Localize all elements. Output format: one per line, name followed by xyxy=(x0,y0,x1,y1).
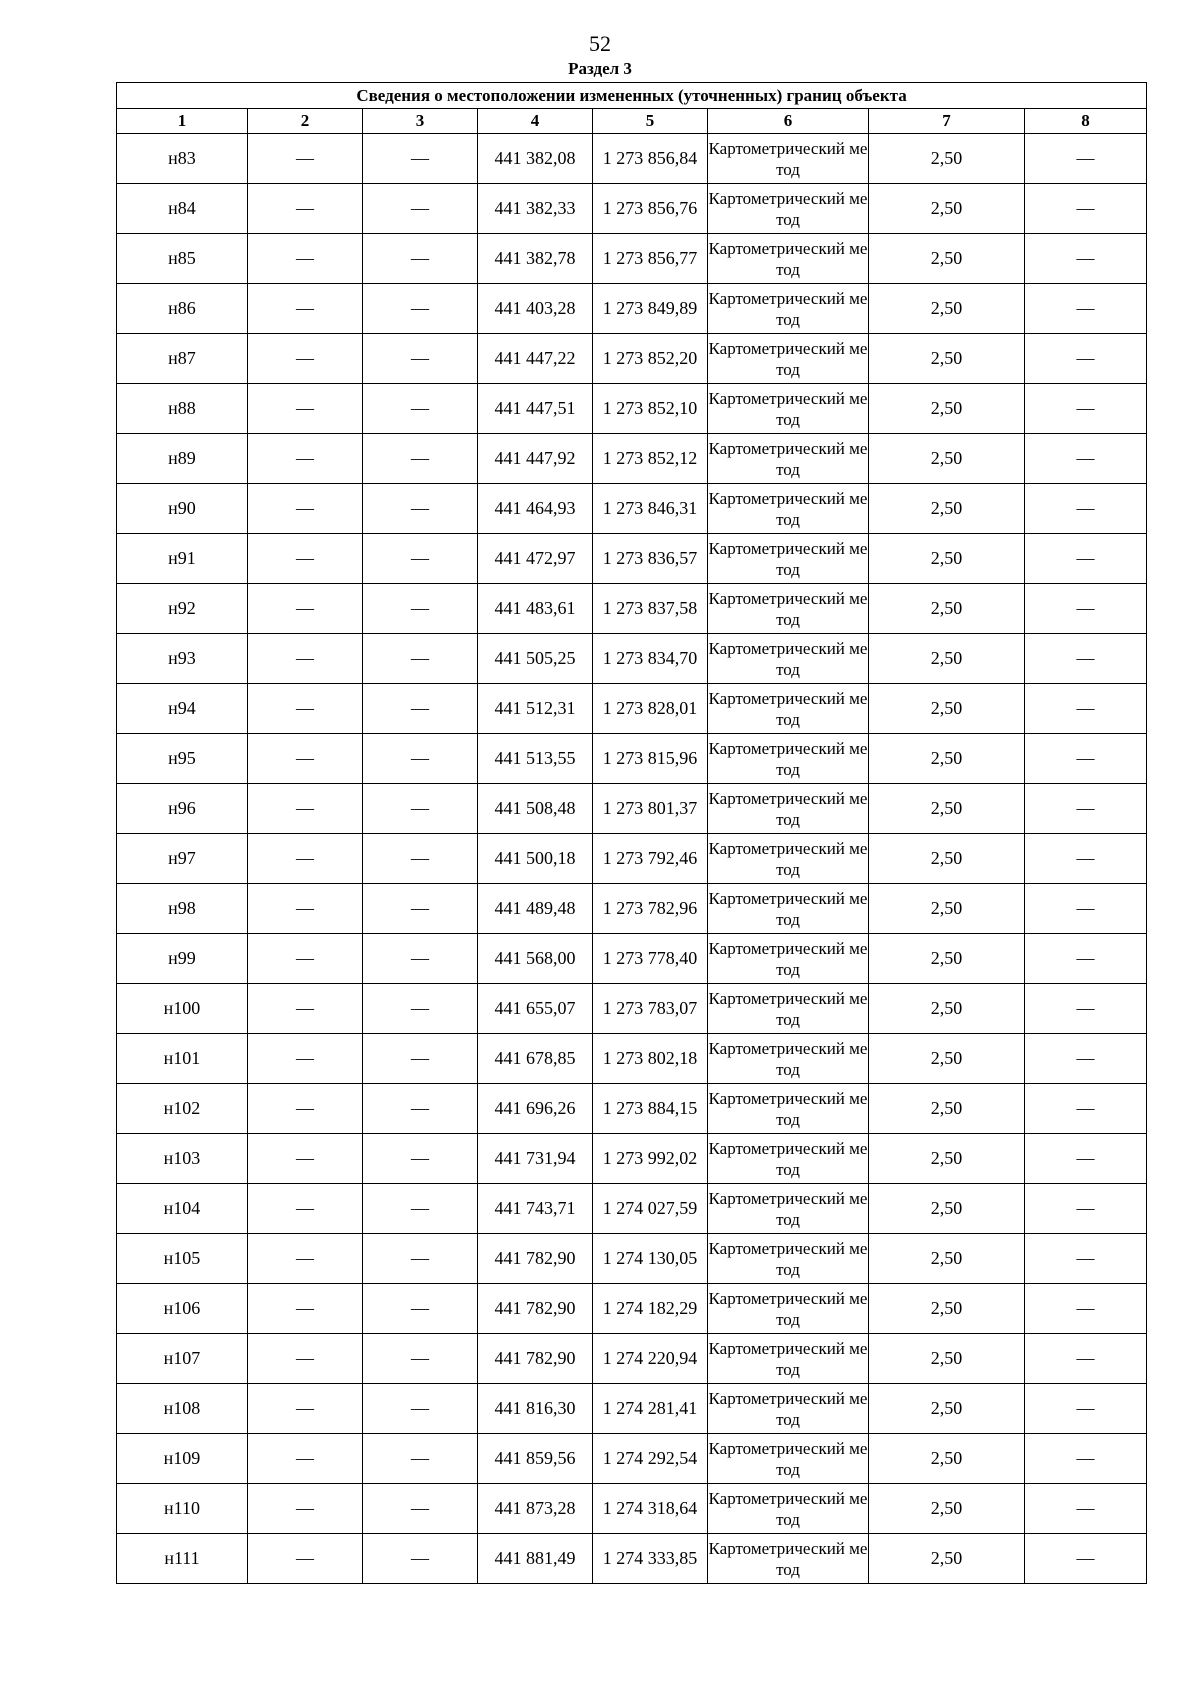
method-cell: Картометрический метод xyxy=(708,234,869,284)
table-row xyxy=(117,1034,1147,1084)
table-row xyxy=(117,984,1147,1034)
method-cell: Картометрический метод xyxy=(708,1184,869,1234)
x-coordinate-cell: 441 873,28 xyxy=(478,1484,593,1534)
empty-value-cell: — xyxy=(363,334,478,384)
y-coordinate-cell: 1 273 783,07 xyxy=(593,984,708,1034)
empty-value-cell: — xyxy=(248,934,363,984)
x-coordinate-cell: 441 382,08 xyxy=(478,134,593,184)
x-coordinate-cell: 441 655,07 xyxy=(478,984,593,1034)
method-cell: Картометрический метод xyxy=(708,284,869,334)
empty-value-cell: — xyxy=(248,1284,363,1334)
x-coordinate-cell: 441 489,48 xyxy=(478,884,593,934)
accuracy-cell: 2,50 xyxy=(869,434,1025,484)
y-coordinate-cell: 1 274 182,29 xyxy=(593,1284,708,1334)
table-row xyxy=(117,584,1147,634)
empty-value-cell: — xyxy=(363,1034,478,1084)
accuracy-cell: 2,50 xyxy=(869,684,1025,734)
accuracy-cell: 2,50 xyxy=(869,1134,1025,1184)
x-coordinate-cell: 441 464,93 xyxy=(478,484,593,534)
y-coordinate-cell: 1 273 992,02 xyxy=(593,1134,708,1184)
table-row xyxy=(117,734,1147,784)
table-row xyxy=(117,234,1147,284)
accuracy-cell: 2,50 xyxy=(869,484,1025,534)
accuracy-cell: 2,50 xyxy=(869,1384,1025,1434)
table-row xyxy=(117,1184,1147,1234)
empty-value-cell: — xyxy=(363,534,478,584)
empty-value-cell: — xyxy=(1025,234,1147,284)
accuracy-cell: 2,50 xyxy=(869,284,1025,334)
method-cell: Картометрический метод xyxy=(708,1534,869,1584)
point-number-cell: н97 xyxy=(117,834,248,884)
empty-value-cell: — xyxy=(248,234,363,284)
y-coordinate-cell: 1 274 130,05 xyxy=(593,1234,708,1284)
y-coordinate-cell: 1 273 849,89 xyxy=(593,284,708,334)
point-number-cell: н109 xyxy=(117,1434,248,1484)
y-coordinate-cell: 1 274 318,64 xyxy=(593,1484,708,1534)
empty-value-cell: — xyxy=(363,1234,478,1284)
x-coordinate-cell: 441 696,26 xyxy=(478,1084,593,1134)
empty-value-cell: — xyxy=(363,834,478,884)
empty-value-cell: — xyxy=(1025,184,1147,234)
section-title: Раздел 3 xyxy=(568,59,632,78)
empty-value-cell: — xyxy=(248,484,363,534)
table-row xyxy=(117,834,1147,884)
table-row xyxy=(117,1134,1147,1184)
empty-value-cell: — xyxy=(363,434,478,484)
column-number: 2 xyxy=(248,109,363,134)
method-cell: Картометрический метод xyxy=(708,834,869,884)
empty-value-cell: — xyxy=(363,484,478,534)
point-number-cell: н96 xyxy=(117,784,248,834)
method-cell: Картометрический метод xyxy=(708,134,869,184)
empty-value-cell: — xyxy=(248,734,363,784)
empty-value-cell: — xyxy=(363,1334,478,1384)
empty-value-cell: — xyxy=(1025,784,1147,834)
accuracy-cell: 2,50 xyxy=(869,584,1025,634)
empty-value-cell: — xyxy=(1025,1184,1147,1234)
point-number-cell: н85 xyxy=(117,234,248,284)
table-row xyxy=(117,634,1147,684)
empty-value-cell: — xyxy=(248,384,363,434)
point-number-cell: н98 xyxy=(117,884,248,934)
y-coordinate-cell: 1 274 292,54 xyxy=(593,1434,708,1484)
accuracy-cell: 2,50 xyxy=(869,134,1025,184)
empty-value-cell: — xyxy=(1025,1334,1147,1384)
x-coordinate-cell: 441 678,85 xyxy=(478,1034,593,1084)
empty-value-cell: — xyxy=(363,1484,478,1534)
y-coordinate-cell: 1 273 837,58 xyxy=(593,584,708,634)
point-number-cell: н95 xyxy=(117,734,248,784)
method-cell: Картометрический метод xyxy=(708,1434,869,1484)
point-number-cell: н104 xyxy=(117,1184,248,1234)
empty-value-cell: — xyxy=(363,934,478,984)
page-number: 52 xyxy=(589,31,611,56)
x-coordinate-cell: 441 483,61 xyxy=(478,584,593,634)
empty-value-cell: — xyxy=(363,584,478,634)
table-body xyxy=(117,134,1147,1584)
point-number-cell: н93 xyxy=(117,634,248,684)
empty-value-cell: — xyxy=(248,434,363,484)
coordinates-table xyxy=(116,82,1147,1584)
point-number-cell: н99 xyxy=(117,934,248,984)
point-number-cell: н108 xyxy=(117,1384,248,1434)
empty-value-cell: — xyxy=(248,1084,363,1134)
accuracy-cell: 2,50 xyxy=(869,634,1025,684)
column-number: 6 xyxy=(708,109,869,134)
point-number-cell: н101 xyxy=(117,1034,248,1084)
point-number-cell: н90 xyxy=(117,484,248,534)
point-number-cell: н91 xyxy=(117,534,248,584)
x-coordinate-cell: 441 513,55 xyxy=(478,734,593,784)
accuracy-cell: 2,50 xyxy=(869,1234,1025,1284)
table-row xyxy=(117,384,1147,434)
point-number-cell: н103 xyxy=(117,1134,248,1184)
accuracy-cell: 2,50 xyxy=(869,1334,1025,1384)
empty-value-cell: — xyxy=(248,334,363,384)
empty-value-cell: — xyxy=(248,634,363,684)
empty-value-cell: — xyxy=(248,784,363,834)
empty-value-cell: — xyxy=(248,1334,363,1384)
empty-value-cell: — xyxy=(1025,584,1147,634)
empty-value-cell: — xyxy=(363,1084,478,1134)
empty-value-cell: — xyxy=(363,1384,478,1434)
accuracy-cell: 2,50 xyxy=(869,934,1025,984)
empty-value-cell: — xyxy=(363,1134,478,1184)
table-row xyxy=(117,684,1147,734)
column-number: 3 xyxy=(363,109,478,134)
y-coordinate-cell: 1 273 852,20 xyxy=(593,334,708,384)
empty-value-cell: — xyxy=(1025,434,1147,484)
accuracy-cell: 2,50 xyxy=(869,1534,1025,1584)
y-coordinate-cell: 1 274 027,59 xyxy=(593,1184,708,1234)
empty-value-cell: — xyxy=(363,734,478,784)
accuracy-cell: 2,50 xyxy=(869,984,1025,1034)
empty-value-cell: — xyxy=(363,134,478,184)
x-coordinate-cell: 441 447,22 xyxy=(478,334,593,384)
method-cell: Картометрический метод xyxy=(708,434,869,484)
y-coordinate-cell: 1 273 792,46 xyxy=(593,834,708,884)
point-number-cell: н102 xyxy=(117,1084,248,1134)
x-coordinate-cell: 441 500,18 xyxy=(478,834,593,884)
empty-value-cell: — xyxy=(248,1434,363,1484)
method-cell: Картометрический метод xyxy=(708,1084,869,1134)
point-number-cell: н89 xyxy=(117,434,248,484)
x-coordinate-cell: 441 447,92 xyxy=(478,434,593,484)
accuracy-cell: 2,50 xyxy=(869,1184,1025,1234)
point-number-cell: н87 xyxy=(117,334,248,384)
point-number-cell: н92 xyxy=(117,584,248,634)
empty-value-cell: — xyxy=(248,1384,363,1434)
table-row xyxy=(117,284,1147,334)
column-number: 5 xyxy=(593,109,708,134)
x-coordinate-cell: 441 859,56 xyxy=(478,1434,593,1484)
table-row xyxy=(117,1084,1147,1134)
empty-value-cell: — xyxy=(1025,1484,1147,1534)
empty-value-cell: — xyxy=(363,1184,478,1234)
y-coordinate-cell: 1 273 836,57 xyxy=(593,534,708,584)
column-number: 1 xyxy=(117,109,248,134)
y-coordinate-cell: 1 273 852,10 xyxy=(593,384,708,434)
method-cell: Картометрический метод xyxy=(708,1134,869,1184)
table-row xyxy=(117,434,1147,484)
method-cell: Картометрический метод xyxy=(708,884,869,934)
empty-value-cell: — xyxy=(248,1184,363,1234)
empty-value-cell: — xyxy=(248,1484,363,1534)
x-coordinate-cell: 441 505,25 xyxy=(478,634,593,684)
y-coordinate-cell: 1 273 834,70 xyxy=(593,634,708,684)
column-number: 7 xyxy=(869,109,1025,134)
accuracy-cell: 2,50 xyxy=(869,334,1025,384)
empty-value-cell: — xyxy=(248,134,363,184)
accuracy-cell: 2,50 xyxy=(869,784,1025,834)
method-cell: Картометрический метод xyxy=(708,1234,869,1284)
y-coordinate-cell: 1 273 782,96 xyxy=(593,884,708,934)
empty-value-cell: — xyxy=(363,284,478,334)
empty-value-cell: — xyxy=(1025,934,1147,984)
accuracy-cell: 2,50 xyxy=(869,884,1025,934)
empty-value-cell: — xyxy=(363,1534,478,1584)
method-cell: Картометрический метод xyxy=(708,584,869,634)
method-cell: Картометрический метод xyxy=(708,484,869,534)
point-number-cell: н88 xyxy=(117,384,248,434)
table-caption: Сведения о местоположении измененных (уточненных) границ объекта xyxy=(117,83,1147,109)
empty-value-cell: — xyxy=(1025,1434,1147,1484)
empty-value-cell: — xyxy=(363,1434,478,1484)
x-coordinate-cell: 441 512,31 xyxy=(478,684,593,734)
table-row xyxy=(117,1284,1147,1334)
y-coordinate-cell: 1 273 856,76 xyxy=(593,184,708,234)
point-number-cell: н84 xyxy=(117,184,248,234)
y-coordinate-cell: 1 273 801,37 xyxy=(593,784,708,834)
empty-value-cell: — xyxy=(1025,134,1147,184)
method-cell: Картометрический метод xyxy=(708,1284,869,1334)
method-cell: Картометрический метод xyxy=(708,1484,869,1534)
y-coordinate-cell: 1 274 281,41 xyxy=(593,1384,708,1434)
accuracy-cell: 2,50 xyxy=(869,1484,1025,1534)
table-row xyxy=(117,1434,1147,1484)
y-coordinate-cell: 1 274 220,94 xyxy=(593,1334,708,1384)
table-row xyxy=(117,934,1147,984)
x-coordinate-cell: 441 816,30 xyxy=(478,1384,593,1434)
empty-value-cell: — xyxy=(1025,484,1147,534)
empty-value-cell: — xyxy=(1025,1234,1147,1284)
method-cell: Картометрический метод xyxy=(708,634,869,684)
column-number: 4 xyxy=(478,109,593,134)
empty-value-cell: — xyxy=(248,834,363,884)
method-cell: Картометрический метод xyxy=(708,534,869,584)
table-row xyxy=(117,134,1147,184)
x-coordinate-cell: 441 382,33 xyxy=(478,184,593,234)
empty-value-cell: — xyxy=(363,684,478,734)
empty-value-cell: — xyxy=(248,184,363,234)
point-number-cell: н107 xyxy=(117,1334,248,1384)
empty-value-cell: — xyxy=(1025,334,1147,384)
table-row xyxy=(117,534,1147,584)
point-number-cell: н110 xyxy=(117,1484,248,1534)
accuracy-cell: 2,50 xyxy=(869,384,1025,434)
y-coordinate-cell: 1 273 828,01 xyxy=(593,684,708,734)
empty-value-cell: — xyxy=(1025,1384,1147,1434)
empty-value-cell: — xyxy=(1025,984,1147,1034)
method-cell: Картометрический метод xyxy=(708,934,869,984)
x-coordinate-cell: 441 447,51 xyxy=(478,384,593,434)
empty-value-cell: — xyxy=(248,284,363,334)
accuracy-cell: 2,50 xyxy=(869,1434,1025,1484)
method-cell: Картометрический метод xyxy=(708,784,869,834)
column-number-row xyxy=(117,109,1147,134)
table-row xyxy=(117,184,1147,234)
x-coordinate-cell: 441 403,28 xyxy=(478,284,593,334)
empty-value-cell: — xyxy=(1025,834,1147,884)
empty-value-cell: — xyxy=(363,234,478,284)
method-cell: Картометрический метод xyxy=(708,1334,869,1384)
accuracy-cell: 2,50 xyxy=(869,1284,1025,1334)
point-number-cell: н86 xyxy=(117,284,248,334)
method-cell: Картометрический метод xyxy=(708,1034,869,1084)
method-cell: Картометрический метод xyxy=(708,734,869,784)
x-coordinate-cell: 441 782,90 xyxy=(478,1334,593,1384)
y-coordinate-cell: 1 273 846,31 xyxy=(593,484,708,534)
accuracy-cell: 2,50 xyxy=(869,1084,1025,1134)
empty-value-cell: — xyxy=(248,1034,363,1084)
empty-value-cell: — xyxy=(363,784,478,834)
empty-value-cell: — xyxy=(363,184,478,234)
empty-value-cell: — xyxy=(248,984,363,1034)
table-row xyxy=(117,784,1147,834)
table-row xyxy=(117,1384,1147,1434)
accuracy-cell: 2,50 xyxy=(869,734,1025,784)
column-number: 8 xyxy=(1025,109,1147,134)
accuracy-cell: 2,50 xyxy=(869,1034,1025,1084)
table-row xyxy=(117,1334,1147,1384)
x-coordinate-cell: 441 382,78 xyxy=(478,234,593,284)
table-row xyxy=(117,1234,1147,1284)
method-cell: Картометрический метод xyxy=(708,384,869,434)
empty-value-cell: — xyxy=(1025,634,1147,684)
x-coordinate-cell: 441 881,49 xyxy=(478,1534,593,1584)
y-coordinate-cell: 1 273 815,96 xyxy=(593,734,708,784)
point-number-cell: н83 xyxy=(117,134,248,184)
empty-value-cell: — xyxy=(1025,734,1147,784)
empty-value-cell: — xyxy=(1025,1134,1147,1184)
point-number-cell: н106 xyxy=(117,1284,248,1334)
y-coordinate-cell: 1 273 884,15 xyxy=(593,1084,708,1134)
empty-value-cell: — xyxy=(1025,684,1147,734)
table-row xyxy=(117,484,1147,534)
x-coordinate-cell: 441 782,90 xyxy=(478,1284,593,1334)
x-coordinate-cell: 441 568,00 xyxy=(478,934,593,984)
y-coordinate-cell: 1 273 856,77 xyxy=(593,234,708,284)
point-number-cell: н100 xyxy=(117,984,248,1034)
empty-value-cell: — xyxy=(248,884,363,934)
table-row xyxy=(117,334,1147,384)
empty-value-cell: — xyxy=(363,884,478,934)
empty-value-cell: — xyxy=(248,1534,363,1584)
x-coordinate-cell: 441 731,94 xyxy=(478,1134,593,1184)
table-row xyxy=(117,884,1147,934)
table-row xyxy=(117,1484,1147,1534)
empty-value-cell: — xyxy=(1025,1284,1147,1334)
empty-value-cell: — xyxy=(363,1284,478,1334)
x-coordinate-cell: 441 508,48 xyxy=(478,784,593,834)
x-coordinate-cell: 441 472,97 xyxy=(478,534,593,584)
method-cell: Картометрический метод xyxy=(708,184,869,234)
empty-value-cell: — xyxy=(248,684,363,734)
y-coordinate-cell: 1 273 778,40 xyxy=(593,934,708,984)
y-coordinate-cell: 1 274 333,85 xyxy=(593,1534,708,1584)
empty-value-cell: — xyxy=(248,534,363,584)
empty-value-cell: — xyxy=(1025,1084,1147,1134)
x-coordinate-cell: 441 782,90 xyxy=(478,1234,593,1284)
accuracy-cell: 2,50 xyxy=(869,534,1025,584)
empty-value-cell: — xyxy=(363,984,478,1034)
x-coordinate-cell: 441 743,71 xyxy=(478,1184,593,1234)
point-number-cell: н105 xyxy=(117,1234,248,1284)
empty-value-cell: — xyxy=(248,584,363,634)
method-cell: Картометрический метод xyxy=(708,684,869,734)
empty-value-cell: — xyxy=(1025,384,1147,434)
y-coordinate-cell: 1 273 856,84 xyxy=(593,134,708,184)
accuracy-cell: 2,50 xyxy=(869,184,1025,234)
method-cell: Картометрический метод xyxy=(708,334,869,384)
accuracy-cell: 2,50 xyxy=(869,834,1025,884)
empty-value-cell: — xyxy=(363,384,478,434)
empty-value-cell: — xyxy=(1025,1534,1147,1584)
empty-value-cell: — xyxy=(1025,534,1147,584)
empty-value-cell: — xyxy=(1025,284,1147,334)
y-coordinate-cell: 1 273 852,12 xyxy=(593,434,708,484)
table-row xyxy=(117,1534,1147,1584)
accuracy-cell: 2,50 xyxy=(869,234,1025,284)
method-cell: Картометрический метод xyxy=(708,984,869,1034)
empty-value-cell: — xyxy=(248,1134,363,1184)
y-coordinate-cell: 1 273 802,18 xyxy=(593,1034,708,1084)
empty-value-cell: — xyxy=(1025,1034,1147,1084)
empty-value-cell: — xyxy=(1025,884,1147,934)
empty-value-cell: — xyxy=(363,634,478,684)
method-cell: Картометрический метод xyxy=(708,1384,869,1434)
empty-value-cell: — xyxy=(248,1234,363,1284)
point-number-cell: н94 xyxy=(117,684,248,734)
point-number-cell: н111 xyxy=(117,1534,248,1584)
